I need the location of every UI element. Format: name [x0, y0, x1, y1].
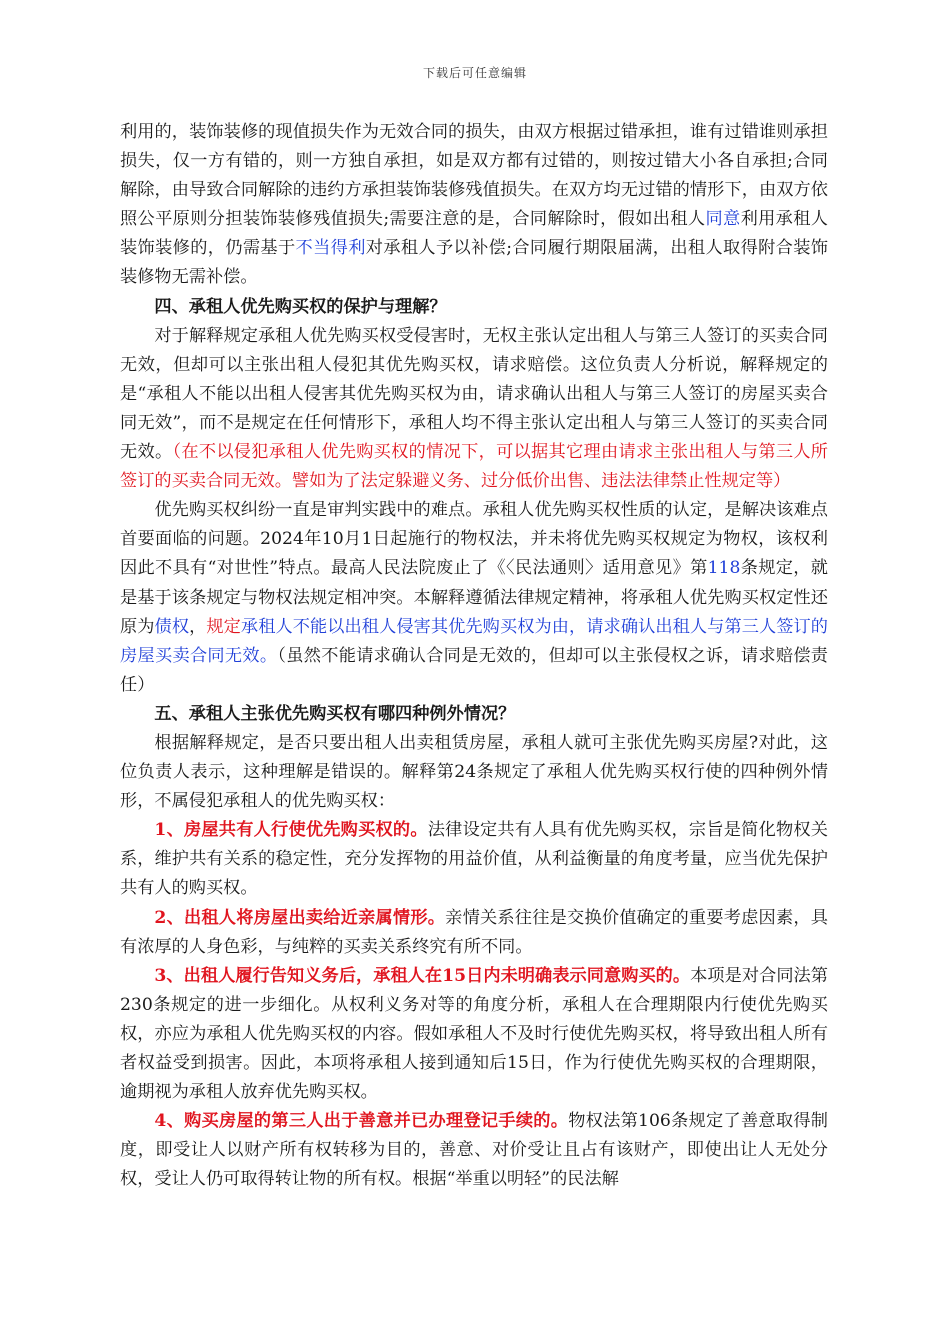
list-item-text: 本项是对合同法第230条规定的进一步细化。从权利义务对等的角度分析，承租人在合理期限内行使优先购买权，亦应为承租人优先购买权的内容。假如承租人不及时行使优先购买权，将导致出租人所有者权益受到损害。因此，本项将承租人接到通知后15日，作为行使优先购买权的合理期限，逾期视为承租人放弃优先购买权。 [120, 965, 828, 1103]
paragraph-section5: 根据解释规定，是否只要出租人出卖租赁房屋，承租人就可主张优先购买房屋?对此，这位负责人表示，这种理解是错误的。解释第24条规定了承租人优先购买权行使的四种例外情形，不属侵犯承租人的优先购买权： [120, 732, 828, 812]
page-header: 下载后可任意编辑 [422, 66, 527, 80]
list-item-title: 3、出租人履行告知义务后，承租人在15日内未明确表示同意购买的。 [154, 965, 691, 986]
list-item-text: 亲情关系往往是交换价值确定的重要考虑因素，具有浓厚的人身色彩，与纯粹的买卖关系终究有所不同。 [120, 907, 828, 957]
link-term-consent: 同意 [705, 209, 741, 230]
list-item-text: 法律设定共有人具有优先购买权，宗旨是简化物权关系，维护共有关系的稳定性，充分发挥物的用益价值，从利益衡量的角度考量，应当优先保护共有人的购买权。 [120, 820, 828, 899]
link-term-unjust-enrichment: 不当得利 [295, 238, 366, 259]
link-term-creditor-right: 债权 [154, 616, 190, 637]
list-item [120, 1107, 828, 1194]
list-item [120, 904, 828, 962]
emphasis-red: 规定 [206, 616, 241, 637]
text-run: 条规定，就是基于该条规定与物权法规定相冲突。本解释遵循法律规定精神，将承租人优先购买权定性还原为 [120, 558, 828, 637]
emphasis-blue: 承租人不能以出租人侵害其优先购买权为由，请求确认出租人与第三人签订的房屋买卖合同无效。 [120, 616, 828, 666]
annotation-note: （虽然不能请求确认合同是无效的，但却可以主张侵权之诉，请求赔偿责任） [120, 645, 828, 695]
annotation-note: （在不以侵犯承租人优先购买权的情况下，可以据其它理由请求主张出租人与第三人所签订的买卖合同无效。譬如为了法定躲避义务、过分低价出售、违法法律禁止性规定等） [120, 442, 828, 492]
text-run: ， [189, 616, 207, 637]
text-run: 利用承租人装饰装修的，仍需基于 [120, 209, 828, 259]
list-item-title: 2、出租人将房屋出卖给近亲属情形。 [154, 907, 446, 928]
paragraph-section4 [120, 322, 828, 497]
paragraph-section4-2 [120, 496, 828, 700]
link-term-article-118: 118 [707, 558, 741, 579]
list-item [120, 816, 828, 903]
paragraph-continuation [120, 118, 828, 293]
list-item-title: 1、房屋共有人行使优先购买权的。 [154, 820, 428, 841]
list-item-text: 物权法第106条规定了善意取得制度，即受让人以财产所有权转移为目的，善意、对价受让且占有该财产，即使出让人无处分权，受让人仍可取得转让物的所有权。根据“举重以明轻”的民法解 [120, 1111, 828, 1190]
text-run: 优先购买权纠纷一直是审判实践中的难点。承租人优先购买权性质的认定，是解决该难点首要面临的问题。2024年10月1日起施行的物权法，并未将优先购买权规定为物权，该权利因此不具有“对世性”特点。最高人民法院废止了《〈民法通则〉适用意见》第 [120, 500, 828, 579]
section-heading-4: 四、承租人优先购买权的保护与理解？ [154, 296, 447, 317]
text-run: 对于解释规定承租人优先购买权受侵害时，无权主张认定出租人与第三人签订的买卖合同无效，但却可以主张出租人侵犯其优先购买权，请求赔偿。这位负责人分析说，解释规定的是“承租人不能以出租人侵害其优先购买权为由，请求确认出租人与第三人签订的房屋买卖合同无效”，而不是规定在任何情形下，承租人均不得主张认定出租人与第三人签订的买卖合同无效。 [120, 325, 828, 463]
text-run: 对承租人予以补偿;合同履行期限届满，出租人取得附合装饰装修物无需补偿。 [120, 238, 828, 288]
section-heading-5: 五、承租人主张优先购买权有哪四种例外情况？ [154, 703, 516, 724]
text-run: 利用的，装饰装修的现值损失作为无效合同的损失，由双方根据过错承担，谁有过错谁则承担损失，仅一方有错的，则一方独自承担，如是双方都有过错的，则按过错大小各自承担;合同解除，由导致合同解除的违约方承担装饰装修残值损失。在双方均无过错的情形下，由双方依照公平原则分担装饰装修残值损失;需要注意的是，合同解除时，假如出租人 [120, 122, 828, 230]
document-body [120, 118, 828, 1194]
list-item [120, 962, 828, 1107]
list-item-title: 4、购买房屋的第三人出于善意并已办理登记手续的。 [154, 1111, 569, 1132]
